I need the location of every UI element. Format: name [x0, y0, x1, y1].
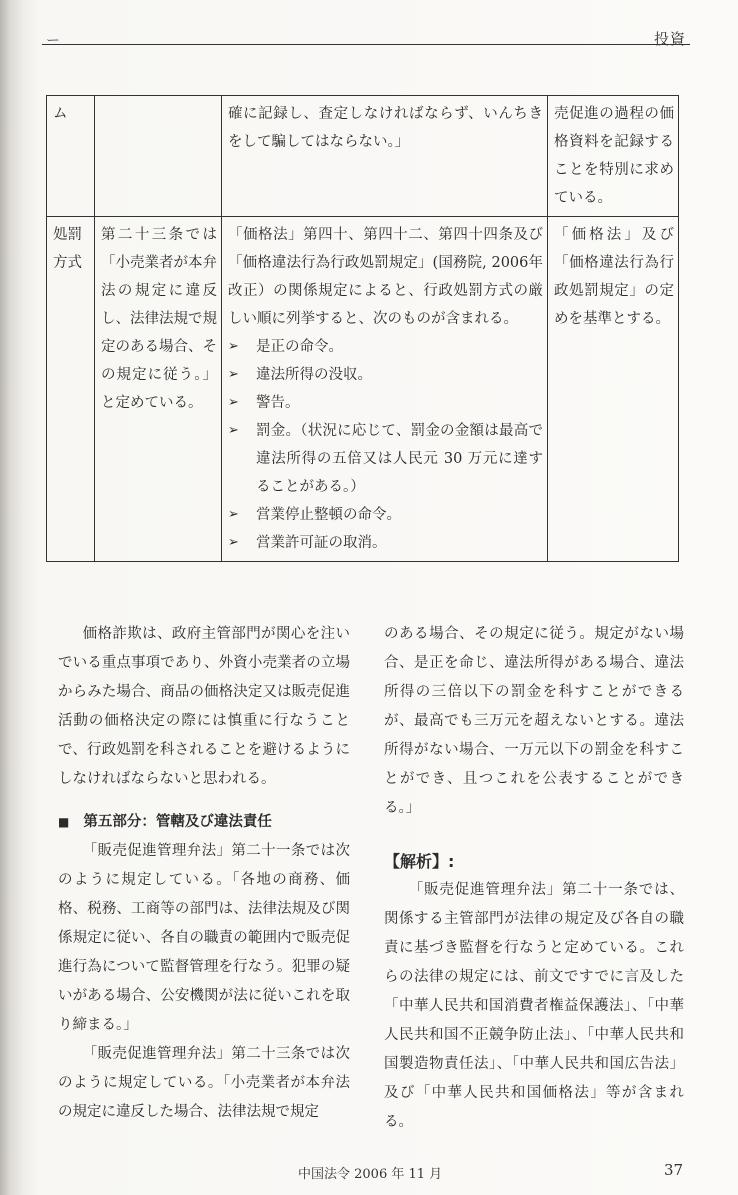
arrow-bullet-icon: ➢: [228, 367, 239, 382]
table-cell-remarks: 「価格法」及び「価格違法行為行政処罰規定」の定めを基準とする。: [548, 217, 679, 562]
list-item: ➢ 是正の命令。: [228, 333, 543, 361]
header-rule: [42, 44, 690, 45]
arrow-bullet-icon: ➢: [228, 535, 239, 550]
arrow-bullet-icon: ➢: [228, 423, 239, 438]
analysis-heading: 【解析】:: [384, 852, 455, 871]
list-item: ➢ 罰金。（状況に応じて、罰金の金額は最高で違法所得の五倍又は人民元 30 万元に達することがある。）: [228, 417, 543, 501]
list-item: ➢ 営業許可証の取消。: [228, 529, 543, 557]
table-cell-provision: [95, 96, 222, 217]
table-cell-provision: 第二十三条では「小売業者が本弁法の規定に違反し、法律法規で規定のある場合、その規定に従う。」と定めている。: [95, 217, 222, 562]
penalty-list: [228, 333, 543, 557]
table-row: [47, 96, 679, 217]
arrow-bullet-icon: ➢: [228, 507, 239, 522]
table-cell-related-law: 確に記録し、査定しなければならず、いんちきをして騙してはならない。」: [222, 96, 548, 217]
paragraph: 価格詐欺は、政府主管部門が関心を注いでいる重点事項であり、外資小売業者の立場からみた場合、商品の価格決定又は販売促進活動の価格決定の際には慎重に行なうことで、行政処罰を科されることを避けるようにしなければならないと思われる。: [58, 626, 350, 787]
section-heading: ■ 第五部分：管轄及び違法責任: [58, 814, 272, 830]
table-row: [47, 217, 679, 562]
regulation-table: [46, 95, 679, 562]
arrow-bullet-icon: ➢: [228, 339, 239, 354]
square-bullet-icon: ■: [58, 815, 70, 829]
list-item: ➢ 違法所得の没収。: [228, 361, 543, 389]
table-cell-category: ム: [47, 96, 95, 217]
penalty-intro: 「価格法」第四十、第四十二、第四十四条及び「価格違法行為行政処罰規定」(国務院, 2006年改正）の関係規定によると、行政処罰方式の厳しい順に列挙すると、次のものが含まれる。: [228, 227, 543, 327]
arrow-bullet-icon: ➢: [228, 395, 239, 410]
paragraph: のある場合、その規定に従う。規定がない場合、是正を命じ、違法所得がある場合、違法所得の三倍以下の罰金を科すことができるが、最高でも三万元を超えないとする。違法所得がない場合、一万元以下の罰金を科すことができ、且つこれを公表することができる。」: [384, 626, 684, 816]
list-item: ➢ 営業停止整頓の命令。: [228, 501, 543, 529]
table-cell-remarks: 売促進の過程の価格資料を記録することを特別に求めている。: [548, 96, 679, 217]
header-section-label: 投資: [653, 30, 686, 48]
left-text-column: [58, 620, 350, 1127]
paragraph: 「販売促進管理弁法」第二十三条では次のように規定している。「小売業者が本弁法の規定に違反した場合、法律法規で規定: [58, 1046, 350, 1120]
footer-publication: 中国法令 2006 年 11 月: [298, 1167, 443, 1182]
list-item: ➢ 警告。: [228, 389, 543, 417]
paragraph: 「販売促進管理弁法」第二十一条では、関係する主管部門が法律の規定及び各自の職責に基づき監督を行なうと定めている。これらの法律の規定には、前文ですでに言及した「中華人民共和国消費者権益保護法」、「中華人民共和国不正競争防止法」、「中華人民共和国製造物責任法」、「中華人民共和国広告法」及び「中華人民共和国価格法」等が含まれる。: [384, 882, 684, 1130]
page-number: 37: [664, 1161, 684, 1179]
header-mark: ー: [46, 33, 60, 49]
table-cell-category: 処罰方式: [47, 217, 95, 562]
table-cell-related-law: [222, 217, 548, 562]
paragraph: 「販売促進管理弁法」第二十一条では次のように規定している。「各地の商務、価格、税務、工商等の部門は、法律法規及び関係規定に従い、各自の職責の範囲内で販売促進行為について監督管理を行なう。犯罪の疑いがある場合、公安機関が法に従いこれを取り締まる。」: [58, 843, 350, 1033]
right-text-column: [384, 620, 684, 1137]
